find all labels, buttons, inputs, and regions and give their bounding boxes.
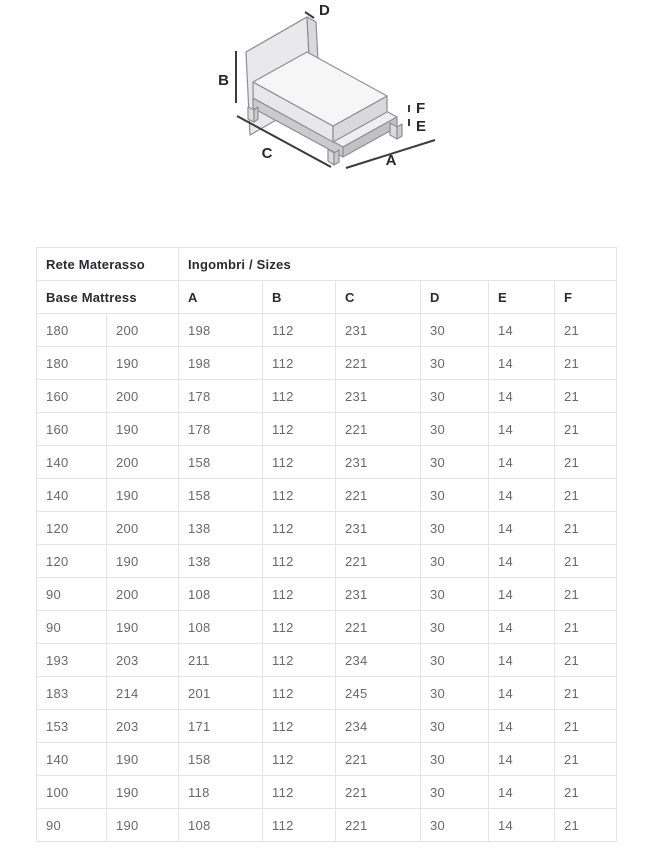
bed-diagram-container <box>0 0 664 240</box>
size-cell: 112 <box>263 809 336 842</box>
size-cell: 221 <box>336 545 421 578</box>
size-cell: 112 <box>263 512 336 545</box>
size-cell: 21 <box>555 380 617 413</box>
size-cell: 14 <box>489 677 555 710</box>
table-row <box>37 512 617 545</box>
size-cell: 200 <box>107 380 179 413</box>
size-cell: 21 <box>555 677 617 710</box>
size-cell: 30 <box>421 809 489 842</box>
size-cell: 30 <box>421 677 489 710</box>
size-cell: 231 <box>336 512 421 545</box>
size-cell: 100 <box>37 776 107 809</box>
size-cell: 203 <box>107 710 179 743</box>
size-cell: 112 <box>263 380 336 413</box>
size-cell: 21 <box>555 611 617 644</box>
size-cell: 234 <box>336 710 421 743</box>
size-cell: 21 <box>555 644 617 677</box>
size-cell: 14 <box>489 347 555 380</box>
size-cell: 231 <box>336 446 421 479</box>
size-cell: 30 <box>421 545 489 578</box>
bed-leg-left <box>248 107 254 122</box>
size-cell: 112 <box>263 776 336 809</box>
size-cell: 21 <box>555 347 617 380</box>
size-cell: 138 <box>179 512 263 545</box>
table-row <box>37 809 617 842</box>
table-row <box>37 314 617 347</box>
size-cell: 200 <box>107 578 179 611</box>
size-cell: 112 <box>263 413 336 446</box>
table-row <box>37 347 617 380</box>
table-row <box>37 380 617 413</box>
size-cell: 30 <box>421 413 489 446</box>
size-cell: 180 <box>37 314 107 347</box>
size-cell: 14 <box>489 545 555 578</box>
size-cell: 14 <box>489 776 555 809</box>
size-cell: 112 <box>263 545 336 578</box>
size-cell: 30 <box>421 380 489 413</box>
size-cell: 112 <box>263 578 336 611</box>
size-cell: 30 <box>421 512 489 545</box>
header-dim-d: D <box>421 281 489 314</box>
table-row <box>37 578 617 611</box>
group-header-row <box>37 248 617 281</box>
size-cell: 112 <box>263 479 336 512</box>
size-cell: 190 <box>107 611 179 644</box>
size-cell: 21 <box>555 512 617 545</box>
size-cell: 183 <box>37 677 107 710</box>
sizes-table-body <box>37 314 617 842</box>
size-cell: 190 <box>107 479 179 512</box>
size-cell: 211 <box>179 644 263 677</box>
size-cell: 21 <box>555 413 617 446</box>
bed-leg-middle-side <box>334 150 339 165</box>
size-cell: 30 <box>421 446 489 479</box>
size-cell: 14 <box>489 413 555 446</box>
table-row <box>37 413 617 446</box>
dim-label-f: F <box>416 100 426 117</box>
size-cell: 180 <box>37 347 107 380</box>
table-row <box>37 644 617 677</box>
size-cell: 14 <box>489 578 555 611</box>
size-cell: 108 <box>179 611 263 644</box>
table-row <box>37 677 617 710</box>
size-cell: 14 <box>489 710 555 743</box>
size-cell: 112 <box>263 314 336 347</box>
size-cell: 21 <box>555 578 617 611</box>
size-cell: 108 <box>179 809 263 842</box>
dim-label-b: B <box>218 72 229 89</box>
size-cell: 30 <box>421 710 489 743</box>
size-cell: 21 <box>555 776 617 809</box>
table-row <box>37 545 617 578</box>
size-cell: 234 <box>336 644 421 677</box>
size-cell: 231 <box>336 380 421 413</box>
size-cell: 30 <box>421 347 489 380</box>
size-cell: 153 <box>37 710 107 743</box>
bed-leg-right-side <box>397 124 402 139</box>
header-dim-c: C <box>336 281 421 314</box>
size-cell: 171 <box>179 710 263 743</box>
bed-leg-left-side <box>254 107 258 122</box>
size-cell: 200 <box>107 446 179 479</box>
size-cell: 21 <box>555 446 617 479</box>
size-cell: 158 <box>179 479 263 512</box>
size-cell: 14 <box>489 743 555 776</box>
size-cell: 112 <box>263 710 336 743</box>
size-cell: 221 <box>336 347 421 380</box>
size-cell: 108 <box>179 578 263 611</box>
size-cell: 221 <box>336 611 421 644</box>
size-cell: 21 <box>555 710 617 743</box>
size-cell: 214 <box>107 677 179 710</box>
size-cell: 30 <box>421 743 489 776</box>
size-cell: 198 <box>179 347 263 380</box>
size-cell: 14 <box>489 809 555 842</box>
dimension-header-row <box>37 281 617 314</box>
size-cell: 120 <box>37 512 107 545</box>
size-cell: 90 <box>37 578 107 611</box>
size-cell: 14 <box>489 611 555 644</box>
size-cell: 14 <box>489 380 555 413</box>
size-cell: 200 <box>107 512 179 545</box>
table-row <box>37 479 617 512</box>
size-cell: 200 <box>107 314 179 347</box>
size-cell: 221 <box>336 413 421 446</box>
size-cell: 21 <box>555 314 617 347</box>
size-cell: 112 <box>263 743 336 776</box>
size-cell: 158 <box>179 446 263 479</box>
size-cell: 14 <box>489 314 555 347</box>
size-cell: 198 <box>179 314 263 347</box>
size-cell: 30 <box>421 776 489 809</box>
size-cell: 190 <box>107 809 179 842</box>
size-cell: 221 <box>336 809 421 842</box>
header-dim-a: A <box>179 281 263 314</box>
size-cell: 21 <box>555 479 617 512</box>
size-cell: 201 <box>179 677 263 710</box>
size-cell: 193 <box>37 644 107 677</box>
header-dim-e: E <box>489 281 555 314</box>
size-cell: 21 <box>555 809 617 842</box>
size-cell: 14 <box>489 446 555 479</box>
size-cell: 190 <box>107 347 179 380</box>
size-cell: 90 <box>37 611 107 644</box>
size-cell: 14 <box>489 512 555 545</box>
size-cell: 190 <box>107 776 179 809</box>
size-cell: 178 <box>179 380 263 413</box>
size-cell: 90 <box>37 809 107 842</box>
header-dim-b: B <box>263 281 336 314</box>
size-cell: 138 <box>179 545 263 578</box>
size-cell: 140 <box>37 446 107 479</box>
table-row <box>37 743 617 776</box>
size-cell: 30 <box>421 314 489 347</box>
dim-label-e: E <box>416 118 427 135</box>
table-row <box>37 776 617 809</box>
size-cell: 21 <box>555 743 617 776</box>
size-cell: 190 <box>107 413 179 446</box>
size-cell: 14 <box>489 644 555 677</box>
size-cell: 140 <box>37 743 107 776</box>
size-cell: 30 <box>421 644 489 677</box>
header-ingombri-sizes: Ingombri / Sizes <box>179 248 617 281</box>
size-cell: 21 <box>555 545 617 578</box>
size-cell: 190 <box>107 743 179 776</box>
size-cell: 190 <box>107 545 179 578</box>
size-cell: 231 <box>336 314 421 347</box>
size-cell: 112 <box>263 644 336 677</box>
size-cell: 231 <box>336 578 421 611</box>
size-cell: 140 <box>37 479 107 512</box>
table-row <box>37 710 617 743</box>
size-cell: 221 <box>336 776 421 809</box>
size-cell: 112 <box>263 611 336 644</box>
size-cell: 30 <box>421 479 489 512</box>
size-cell: 178 <box>179 413 263 446</box>
size-cell: 158 <box>179 743 263 776</box>
size-cell: 112 <box>263 446 336 479</box>
header-base-mattress: Base Mattress <box>37 281 179 314</box>
size-cell: 118 <box>179 776 263 809</box>
sizes-table <box>36 247 617 842</box>
size-cell: 245 <box>336 677 421 710</box>
size-cell: 221 <box>336 743 421 776</box>
size-cell: 160 <box>37 380 107 413</box>
dim-label-d: D <box>319 2 330 19</box>
size-cell: 14 <box>489 479 555 512</box>
dim-label-a: A <box>385 152 397 169</box>
size-cell: 203 <box>107 644 179 677</box>
table-row <box>37 446 617 479</box>
size-cell: 112 <box>263 347 336 380</box>
size-cell: 160 <box>37 413 107 446</box>
header-rete-materasso: Rete Materasso <box>37 248 179 281</box>
size-cell: 112 <box>263 677 336 710</box>
size-cell: 120 <box>37 545 107 578</box>
dim-label-c: C <box>261 145 273 162</box>
size-cell: 30 <box>421 611 489 644</box>
size-cell: 221 <box>336 479 421 512</box>
table-row <box>37 611 617 644</box>
size-cell: 30 <box>421 578 489 611</box>
header-dim-f: F <box>555 281 617 314</box>
sizes-table-header <box>37 248 617 314</box>
bed-dimension-diagram <box>0 0 664 240</box>
